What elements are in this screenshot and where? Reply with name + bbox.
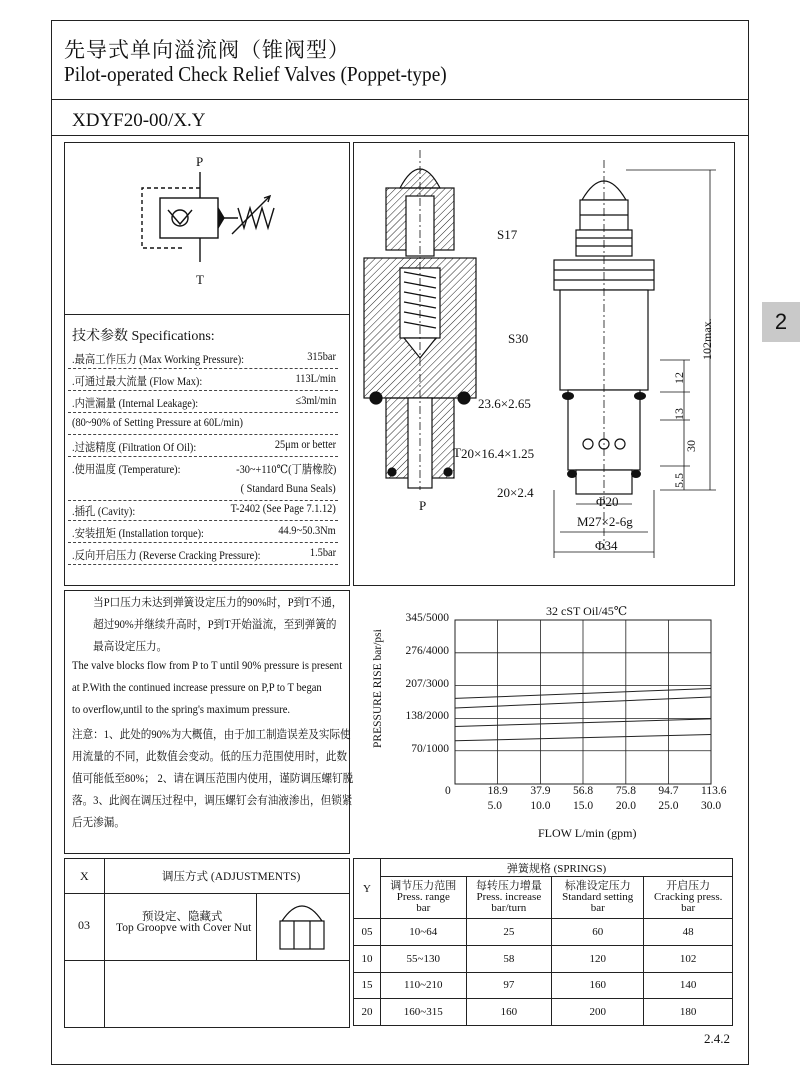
adjust-code: 03 [78, 918, 90, 932]
desc-line: 注意：1、此处的90%为大概值，由于加工制造误差及实际使 [72, 729, 351, 741]
springs-col-increase: 每转压力增量 Press. increase bar/turn [466, 877, 552, 919]
chart-xtick-lpm: 113.6 [701, 785, 727, 797]
springs-col-range: 调节压力范围 Press. range bar [381, 877, 467, 919]
chart-xtick-lpm: 37.9 [530, 785, 551, 797]
adjust-x-header: X [80, 869, 89, 883]
hydraulic-symbol [120, 150, 290, 290]
desc-line: 值可能低至80%； 2、请在调压范围内使用，谨防调压螺钉脱 [72, 773, 354, 785]
desc-line: at P.With the continued increase pressure on P,P to T began [72, 682, 322, 694]
dim-13: 13 [672, 408, 686, 420]
symbol-divider [64, 314, 349, 315]
dim-max-length: 102max. [700, 318, 714, 360]
symbol-port-p: P [196, 154, 204, 169]
dim-12: 12 [672, 372, 686, 384]
spec-row: .使用温度 (Temperature): -30~+110℃(丁腈橡胶) [72, 464, 336, 476]
springs-title: 弹簧规格 (SPRINGS) [381, 859, 733, 877]
chart-xtick-lpm: 18.9 [487, 785, 508, 797]
dim-thread: M27×2-6g [577, 514, 633, 529]
table-row: 10 55~130 58 120 102 [354, 945, 733, 972]
chart-xtick-gpm: 5.0 [487, 800, 502, 812]
chart-xtick-lpm: 75.8 [615, 785, 636, 797]
table-row: 20 160~315 160 200 180 [354, 999, 733, 1026]
page-number: 2.4.2 [704, 1031, 730, 1046]
section-tab[interactable]: 2 [762, 302, 800, 342]
spec-row: .插孔 (Cavity): T-2402 (See Page 7.1.12) [68, 500, 338, 521]
section-port-t: T [453, 445, 461, 460]
chart-ytick: 207/3000 [405, 677, 449, 690]
dim-phi34: Φ34 [595, 538, 618, 553]
dim-phi20: Φ20 [596, 494, 619, 509]
adjust-method-header: 调压方式 (ADJUSTMENTS) [162, 871, 301, 883]
chart-xtick-gpm: 10.0 [530, 800, 551, 812]
spec-row: .最高工作压力 (Max Working Pressure): 315bar [68, 348, 338, 369]
chart-xtick-lpm: 0 [445, 785, 451, 797]
chart-xlabel: FLOW L/min (gpm) [538, 826, 637, 840]
model-divider [51, 135, 748, 136]
chart-xtick-gpm: 30.0 [701, 800, 722, 812]
spec-row: (80~90% of Setting Pressure at 60L/min) [68, 414, 338, 435]
chart-ylabel: PRESSURE RISE bar/psi [372, 629, 384, 748]
adjust-icon-divider [256, 893, 257, 960]
table-row: 15 110~210 97 160 140 [354, 972, 733, 999]
spec-row: .反向开启压力 (Reverse Cracking Pressure): 1.5bar [68, 544, 338, 565]
page-title-cn: 先导式单向溢流阀（锥阀型） [64, 38, 350, 62]
dim-s30: S30 [508, 331, 529, 346]
desc-line: 落。3、此阀在调压过程中，调压螺钉会有油液渗出，但锁紧 [72, 795, 353, 807]
spec-row: ( Standard Buna Seals) [68, 480, 338, 501]
header-divider [51, 99, 748, 100]
desc-line: 后无渗漏。 [72, 817, 125, 829]
chart-xtick-gpm: 25.0 [658, 800, 679, 812]
cover-nut-icon [272, 895, 332, 957]
chart-ytick: 276/4000 [405, 644, 449, 657]
chart-xtick-lpm: 56.8 [573, 785, 594, 797]
springs-table [353, 858, 733, 1026]
desc-line: 最高设定压力。 [72, 641, 168, 653]
chart-ytick: 345/5000 [405, 612, 449, 624]
model-code: XDYF20-00/X.Y [72, 110, 206, 131]
symbol-port-t: T [196, 272, 204, 287]
desc-line: 用流量的不同，此数值会变动。低的压力范围使用时，此数 [72, 751, 348, 763]
dim-5-5: 5.5 [672, 473, 686, 488]
springs-col-standard: 标准设定压力 Standard setting bar [552, 877, 644, 919]
chart-title: 32 cST Oil/45℃ [546, 604, 628, 618]
page-title-en: Pilot-operated Check Relief Valves (Poppet-type) [64, 62, 447, 86]
dim-s17: S17 [497, 227, 518, 242]
adjust-desc-en: Top Groopve with Cover Nut [116, 922, 252, 934]
chart-ytick: 138/2000 [405, 710, 449, 723]
chart-xtick-lpm: 94.7 [658, 785, 679, 797]
spec-row: .安装扭矩 (Installation torque): 44.9~50.3Nm [68, 522, 338, 543]
spec-row: .过滤精度 (Filtration Of Oil): 25μm or better [68, 436, 338, 457]
dim-oring-2: 20×16.4×1.25 [461, 446, 535, 461]
adjust-desc-cn: 预设定、隐藏式 [142, 911, 223, 923]
springs-col-cracking: 开启压力 Cracking press. bar [644, 877, 733, 919]
desc-line: The valve blocks flow from P to T until 90% pressure is present [72, 660, 343, 672]
desc-line: 超过90%并继续升高时，P到T开始溢流，至到弹簧的 [72, 619, 337, 631]
springs-y-header: Y [354, 859, 381, 919]
desc-line: to overflow,until to the spring's maximum pressure. [72, 704, 291, 716]
specs-title: 技术参数 Specifications: [72, 329, 215, 344]
outline-drawing [540, 160, 730, 560]
spec-row: .可通过最大流量 (Flow Max): 113L/min [68, 370, 338, 391]
dim-30: 30 [684, 440, 698, 452]
section-port-p: P [419, 498, 427, 513]
section-drawing [356, 150, 486, 520]
adjust-col-divider [104, 858, 105, 1027]
chart-ytick: 70/1000 [411, 742, 449, 755]
chart-xtick-gpm: 20.0 [615, 800, 636, 812]
table-row: 05 10~64 25 60 48 [354, 919, 733, 946]
adjust-header-divider [64, 893, 349, 894]
chart-xtick-gpm: 15.0 [573, 800, 594, 812]
dim-oring-3: 20×2.4 [497, 485, 534, 500]
desc-line: 当P口压力未达到弹簧设定压力的90%时，P到T不通， [72, 597, 343, 609]
dim-oring-1: 23.6×2.65 [478, 396, 531, 411]
spec-row: .内泄漏量 (Internal Leakage): ≤3ml/min [68, 392, 338, 413]
adjust-row-divider [64, 960, 349, 961]
